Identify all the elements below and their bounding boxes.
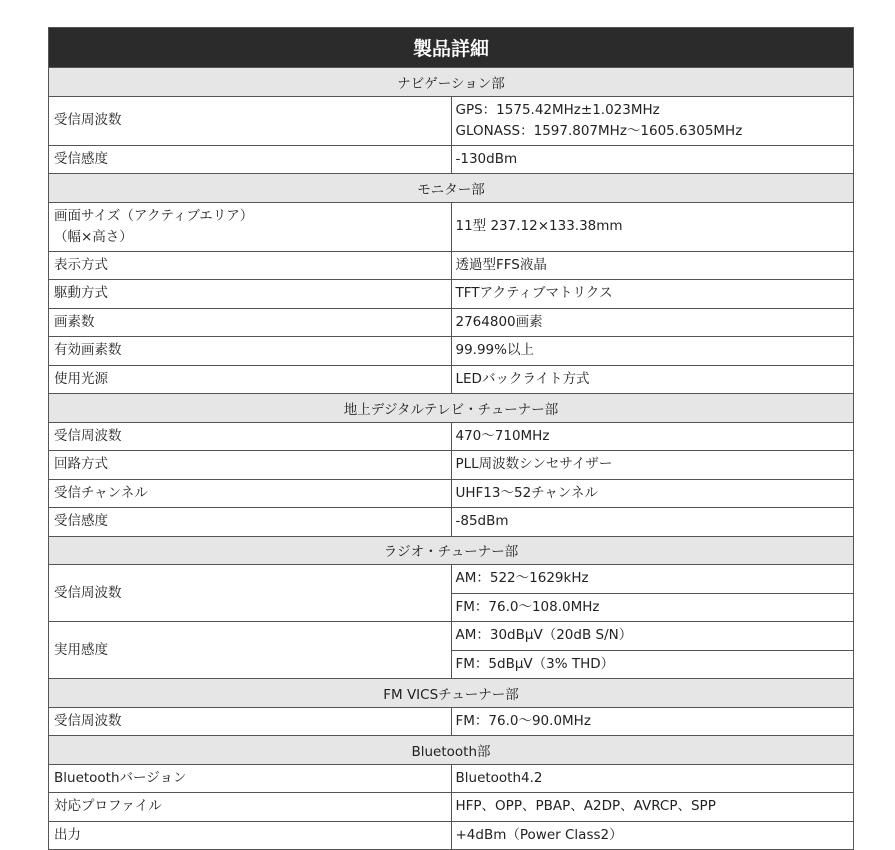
- spec-label: 出力: [49, 821, 452, 850]
- table-row: [49, 622, 854, 651]
- section-heading: ナビゲーション部: [49, 68, 854, 97]
- table-row: [49, 422, 854, 451]
- table-row: [49, 451, 854, 480]
- spec-label: 使用光源: [49, 365, 452, 394]
- table-row: [49, 365, 854, 394]
- spec-label-line: 画面サイズ（アクティブエリア）: [54, 207, 254, 224]
- spec-label: 実用感度: [49, 622, 452, 679]
- section-header-fm-vics: [49, 679, 854, 708]
- spec-value: PLL周波数シンセサイザー: [451, 451, 854, 480]
- spec-value: 2764800画素: [451, 308, 854, 337]
- spec-label: 受信感度: [49, 145, 452, 174]
- table-row: [49, 508, 854, 537]
- table-row: [49, 565, 854, 594]
- spec-table: [48, 27, 854, 850]
- section-heading: モニター部: [49, 174, 854, 203]
- spec-value: -85dBm: [451, 508, 854, 537]
- title-row: [49, 28, 854, 68]
- section-header-monitor: [49, 174, 854, 203]
- spec-value: [451, 96, 854, 145]
- section-header-navigation: [49, 68, 854, 97]
- table-row: [49, 202, 854, 251]
- spec-value: HFP、OPP、PBAP、A2DP、AVRCP、SPP: [451, 793, 854, 822]
- spec-value: AM：522～1629kHz: [451, 565, 854, 594]
- section-heading: 地上デジタルテレビ・チューナー部: [49, 394, 854, 423]
- spec-label: 回路方式: [49, 451, 452, 480]
- section-heading: Bluetooth部: [49, 736, 854, 765]
- spec-label: 受信周波数: [49, 707, 452, 736]
- section-heading: FM VICSチューナー部: [49, 679, 854, 708]
- spec-label: 受信周波数: [49, 96, 452, 145]
- table-title: 製品詳細: [49, 28, 854, 68]
- spec-label: 受信感度: [49, 508, 452, 537]
- section-header-bluetooth: [49, 736, 854, 765]
- spec-value-line: GLONASS：1597.807MHz～1605.6305MHz: [455, 122, 743, 139]
- table-row: [49, 308, 854, 337]
- spec-value: LEDバックライト方式: [451, 365, 854, 394]
- table-row: [49, 707, 854, 736]
- spec-label: 有効画素数: [49, 337, 452, 366]
- table-row: [49, 145, 854, 174]
- spec-value: FM：76.0～108.0MHz: [451, 593, 854, 622]
- spec-value: 99.99%以上: [451, 337, 854, 366]
- spec-value: FM：5dBμV（3% THD）: [451, 650, 854, 679]
- table-row: [49, 764, 854, 793]
- spec-label: 受信周波数: [49, 422, 452, 451]
- section-header-digital-tv: [49, 394, 854, 423]
- spec-value: AM：30dBμV（20dB S/N）: [451, 622, 854, 651]
- spec-value: UHF13～52チャンネル: [451, 479, 854, 508]
- table-row: [49, 479, 854, 508]
- table-row: [49, 337, 854, 366]
- spec-label: Bluetoothバージョン: [49, 764, 452, 793]
- table-row: [49, 96, 854, 145]
- spec-label: 受信チャンネル: [49, 479, 452, 508]
- spec-value: 透過型FFS液晶: [451, 251, 854, 280]
- spec-label: 駆動方式: [49, 280, 452, 309]
- table-row: [49, 793, 854, 822]
- spec-value: 470～710MHz: [451, 422, 854, 451]
- spec-label: 受信周波数: [49, 565, 452, 622]
- spec-value: +4dBm（Power Class2）: [451, 821, 854, 850]
- spec-label: 対応プロファイル: [49, 793, 452, 822]
- spec-value: -130dBm: [451, 145, 854, 174]
- spec-label: 画素数: [49, 308, 452, 337]
- spec-value: 11型 237.12×133.38mm: [451, 202, 854, 251]
- spec-value: Bluetooth4.2: [451, 764, 854, 793]
- table-row: [49, 821, 854, 850]
- section-heading: ラジオ・チューナー部: [49, 536, 854, 565]
- spec-value: FM：76.0～90.0MHz: [451, 707, 854, 736]
- spec-value: TFTアクティブマトリクス: [451, 280, 854, 309]
- spec-label-line: （幅×高さ）: [54, 228, 133, 245]
- spec-label: [49, 202, 452, 251]
- spec-label: 表示方式: [49, 251, 452, 280]
- spec-value-line: GPS：1575.42MHz±1.023MHz: [455, 101, 660, 118]
- table-row: [49, 280, 854, 309]
- table-row: [49, 251, 854, 280]
- section-header-radio: [49, 536, 854, 565]
